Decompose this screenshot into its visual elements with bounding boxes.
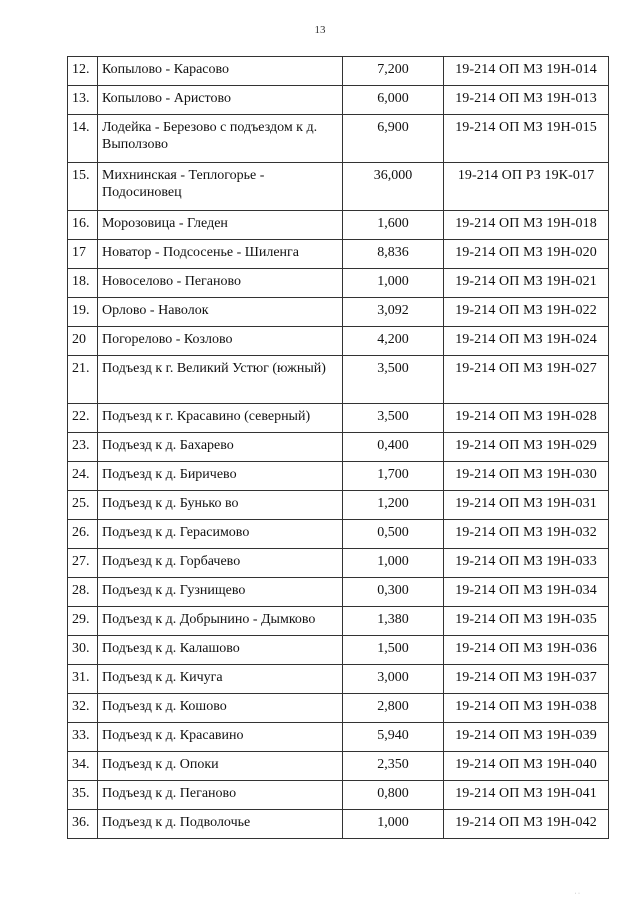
road-code: 19-214 ОП МЗ 19Н-041 xyxy=(444,781,609,810)
row-number: 16. xyxy=(68,211,98,240)
road-name: Подъезд к г. Красавино (северный) xyxy=(98,404,343,433)
road-length: 2,350 xyxy=(343,752,444,781)
road-length: 3,500 xyxy=(343,356,444,404)
road-code: 19-214 ОП МЗ 19Н-030 xyxy=(444,462,609,491)
table-row xyxy=(68,240,609,269)
row-number: 35. xyxy=(68,781,98,810)
road-length: 1,380 xyxy=(343,607,444,636)
road-name: Копылово - Карасово xyxy=(98,57,343,86)
table-row xyxy=(68,781,609,810)
table-row xyxy=(68,723,609,752)
row-number: 25. xyxy=(68,491,98,520)
table-row xyxy=(68,607,609,636)
table-row xyxy=(68,491,609,520)
table-row xyxy=(68,327,609,356)
road-name: Новатор - Подсосенье - Шиленга xyxy=(98,240,343,269)
road-length: 0,400 xyxy=(343,433,444,462)
road-name: Подъезд к д. Герасимово xyxy=(98,520,343,549)
road-length: 1,500 xyxy=(343,636,444,665)
table-row xyxy=(68,356,609,404)
road-code: 19-214 ОП РЗ 19К-017 xyxy=(444,163,609,211)
row-number: 12. xyxy=(68,57,98,86)
road-code: 19-214 ОП МЗ 19Н-031 xyxy=(444,491,609,520)
roads-table-body xyxy=(68,57,609,839)
road-name: Орлово - Наволок xyxy=(98,298,343,327)
road-length: 7,200 xyxy=(343,57,444,86)
table-row xyxy=(68,163,609,211)
road-length: 3,000 xyxy=(343,665,444,694)
road-code: 19-214 ОП МЗ 19Н-042 xyxy=(444,810,609,839)
road-code: 19-214 ОП МЗ 19Н-029 xyxy=(444,433,609,462)
road-code: 19-214 ОП МЗ 19Н-039 xyxy=(444,723,609,752)
row-number: 17 xyxy=(68,240,98,269)
road-name: Подъезд к д. Горбачево xyxy=(98,549,343,578)
road-name: Подъезд к д. Калашово xyxy=(98,636,343,665)
road-length: 0,800 xyxy=(343,781,444,810)
page-number: 13 xyxy=(314,24,326,36)
table-row xyxy=(68,404,609,433)
row-number: 15. xyxy=(68,163,98,211)
road-name: Подъезд к д. Бунько во xyxy=(98,491,343,520)
row-number: 14. xyxy=(68,115,98,163)
row-number: 33. xyxy=(68,723,98,752)
road-code: 19-214 ОП МЗ 19Н-036 xyxy=(444,636,609,665)
row-number: 19. xyxy=(68,298,98,327)
road-name: Лодейка - Березово с подъездом к д. Выползово xyxy=(98,115,343,163)
road-code: 19-214 ОП МЗ 19Н-037 xyxy=(444,665,609,694)
row-number: 29. xyxy=(68,607,98,636)
road-name: Подъезд к д. Опоки xyxy=(98,752,343,781)
road-length: 4,200 xyxy=(343,327,444,356)
road-code: 19-214 ОП МЗ 19Н-018 xyxy=(444,211,609,240)
road-code: 19-214 ОП МЗ 19Н-022 xyxy=(444,298,609,327)
road-name: Подъезд к д. Кошово xyxy=(98,694,343,723)
table-row xyxy=(68,57,609,86)
road-length: 1,000 xyxy=(343,269,444,298)
road-name: Копылово - Аристово xyxy=(98,86,343,115)
road-name: Новоселово - Пеганово xyxy=(98,269,343,298)
row-number: 24. xyxy=(68,462,98,491)
road-length: 2,800 xyxy=(343,694,444,723)
table-row xyxy=(68,433,609,462)
road-name: Михнинская - Теплогорье - Подосиновец xyxy=(98,163,343,211)
row-number: 22. xyxy=(68,404,98,433)
table-row xyxy=(68,549,609,578)
road-length: 5,940 xyxy=(343,723,444,752)
road-name: Подъезд к д. Гузнищево xyxy=(98,578,343,607)
table-row xyxy=(68,211,609,240)
road-code: 19-214 ОП МЗ 19Н-024 xyxy=(444,327,609,356)
row-number: 32. xyxy=(68,694,98,723)
row-number: 31. xyxy=(68,665,98,694)
road-length: 1,000 xyxy=(343,549,444,578)
table-row xyxy=(68,520,609,549)
row-number: 30. xyxy=(68,636,98,665)
road-name: Подъезд к д. Красавино xyxy=(98,723,343,752)
row-number: 13. xyxy=(68,86,98,115)
table-row xyxy=(68,694,609,723)
table-row xyxy=(68,665,609,694)
road-length: 1,700 xyxy=(343,462,444,491)
road-name: Подъезд к д. Подволочье xyxy=(98,810,343,839)
row-number: 18. xyxy=(68,269,98,298)
road-length: 8,836 xyxy=(343,240,444,269)
table-row xyxy=(68,752,609,781)
road-code: 19-214 ОП МЗ 19Н-014 xyxy=(444,57,609,86)
road-length: 0,300 xyxy=(343,578,444,607)
road-length: 1,000 xyxy=(343,810,444,839)
road-name: Подъезд к д. Пеганово xyxy=(98,781,343,810)
road-code: 19-214 ОП МЗ 19Н-028 xyxy=(444,404,609,433)
table-row xyxy=(68,462,609,491)
table-row xyxy=(68,269,609,298)
row-number: 34. xyxy=(68,752,98,781)
row-number: 27. xyxy=(68,549,98,578)
road-code: 19-214 ОП МЗ 19Н-040 xyxy=(444,752,609,781)
road-name: Морозовица - Гледен xyxy=(98,211,343,240)
table-row xyxy=(68,115,609,163)
road-length: 6,000 xyxy=(343,86,444,115)
table-row xyxy=(68,810,609,839)
road-length: 3,092 xyxy=(343,298,444,327)
road-name: Подъезд к д. Бахарево xyxy=(98,433,343,462)
road-code: 19-214 ОП МЗ 19Н-034 xyxy=(444,578,609,607)
row-number: 20 xyxy=(68,327,98,356)
road-code: 19-214 ОП МЗ 19Н-015 xyxy=(444,115,609,163)
table-row xyxy=(68,636,609,665)
road-length: 1,200 xyxy=(343,491,444,520)
table-row xyxy=(68,86,609,115)
road-name: Подъезд к д. Биричево xyxy=(98,462,343,491)
road-name: Погорелово - Козлово xyxy=(98,327,343,356)
scan-mark: · · xyxy=(574,891,580,897)
road-code: 19-214 ОП МЗ 19Н-033 xyxy=(444,549,609,578)
road-code: 19-214 ОП МЗ 19Н-038 xyxy=(444,694,609,723)
road-length: 3,500 xyxy=(343,404,444,433)
road-code: 19-214 ОП МЗ 19Н-027 xyxy=(444,356,609,404)
road-length: 36,000 xyxy=(343,163,444,211)
row-number: 23. xyxy=(68,433,98,462)
table-row xyxy=(68,578,609,607)
row-number: 36. xyxy=(68,810,98,839)
road-code: 19-214 ОП МЗ 19Н-021 xyxy=(444,269,609,298)
row-number: 28. xyxy=(68,578,98,607)
table-row xyxy=(68,298,609,327)
road-length: 0,500 xyxy=(343,520,444,549)
road-code: 19-214 ОП МЗ 19Н-020 xyxy=(444,240,609,269)
road-name: Подъезд к д. Кичуга xyxy=(98,665,343,694)
road-name: Подъезд к д. Добрынино - Дымково xyxy=(98,607,343,636)
row-number: 26. xyxy=(68,520,98,549)
road-name: Подъезд к г. Великий Устюг (южный) xyxy=(98,356,343,404)
road-code: 19-214 ОП МЗ 19Н-032 xyxy=(444,520,609,549)
road-code: 19-214 ОП МЗ 19Н-013 xyxy=(444,86,609,115)
road-length: 6,900 xyxy=(343,115,444,163)
road-code: 19-214 ОП МЗ 19Н-035 xyxy=(444,607,609,636)
row-number: 21. xyxy=(68,356,98,404)
road-length: 1,600 xyxy=(343,211,444,240)
roads-table xyxy=(67,56,609,839)
